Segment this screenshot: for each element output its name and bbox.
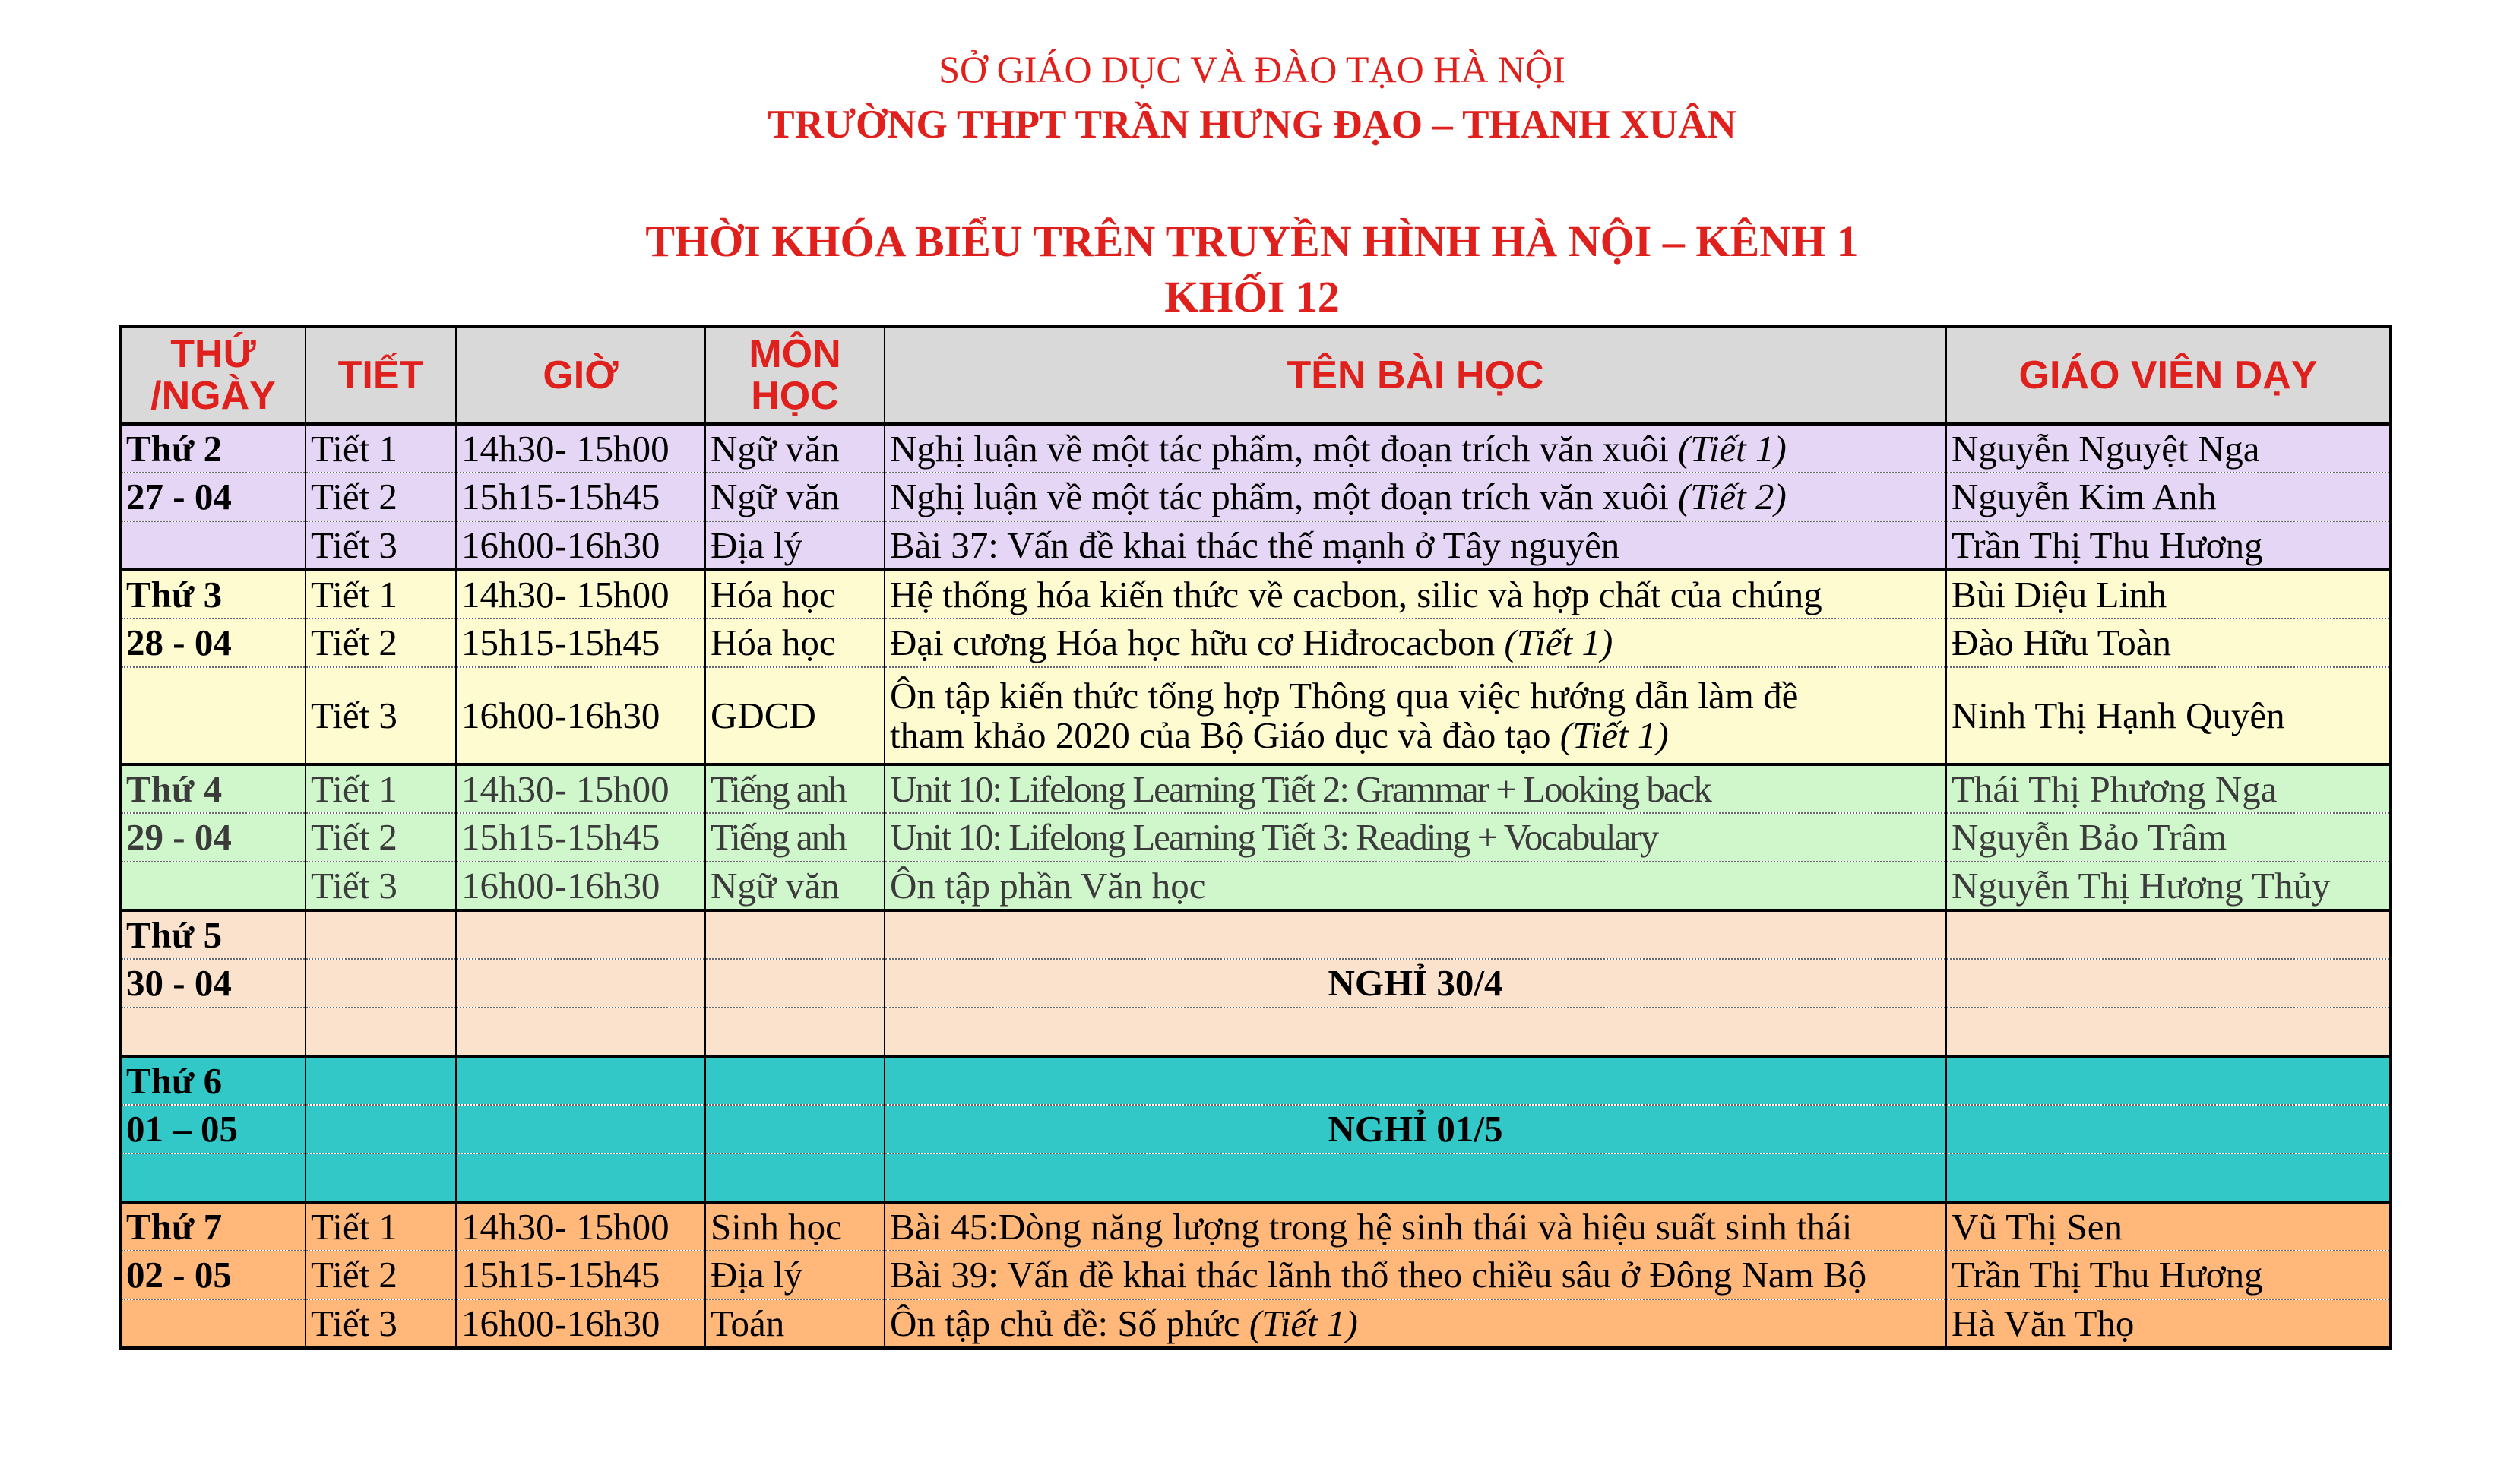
teacher-cell: Trần Thị Thu Hương xyxy=(1946,1251,2391,1299)
table-row xyxy=(120,1251,2391,1299)
date-cell: 27 - 04 xyxy=(120,473,305,521)
period-cell: Tiết 3 xyxy=(305,862,456,910)
period-cell: Tiết 1 xyxy=(305,424,456,473)
period-cell: Tiết 1 xyxy=(305,764,456,813)
subject-cell: Sinh học xyxy=(705,1202,885,1251)
subject-cell: Địa lý xyxy=(705,521,885,570)
timetable-title: THỜI KHÓA BIỂU TRÊN TRUYỀN HÌNH HÀ NỘI – KÊNH 1 xyxy=(645,217,1859,266)
period-cell: Tiết 2 xyxy=(305,473,456,521)
day-cell-empty xyxy=(120,521,305,570)
table-row xyxy=(120,473,2391,521)
teacher-cell: Vũ Thị Sen xyxy=(1946,1202,2391,1251)
period-cell: Tiết 2 xyxy=(305,1251,456,1299)
col-lesson-header: TÊN BÀI HỌC xyxy=(885,327,1946,424)
period-cell: Tiết 3 xyxy=(305,667,456,764)
subject-cell: Ngữ văn xyxy=(705,473,885,521)
subject-cell: Toán xyxy=(705,1299,885,1348)
day-cell-empty xyxy=(120,667,305,764)
lesson-cell: Đại cương Hóa học hữu cơ Hiđrocacbon (Tiết 1) xyxy=(885,619,1946,667)
holiday-label: NGHỈ 30/4 xyxy=(885,959,1946,1008)
time-cell: 14h30- 15h00 xyxy=(456,424,705,473)
time-cell: 16h00-16h30 xyxy=(456,667,705,764)
col-day-header: THỨ /NGÀY xyxy=(120,327,305,424)
day-cell-empty xyxy=(120,1299,305,1348)
period-cell: Tiết 3 xyxy=(305,1299,456,1348)
table-row xyxy=(120,619,2391,667)
teacher-cell: Hà Văn Thọ xyxy=(1946,1299,2391,1348)
table-row xyxy=(120,910,2391,959)
table-row xyxy=(120,521,2391,570)
teacher-cell: Bùi Diệu Linh xyxy=(1946,570,2391,619)
date-cell: 01 – 05 xyxy=(120,1105,305,1153)
time-cell: 16h00-16h30 xyxy=(456,1299,705,1348)
period-cell: Tiết 1 xyxy=(305,1202,456,1251)
lesson-cell: Bài 45:Dòng năng lượng trong hệ sinh thái và hiệu suất sinh thái xyxy=(885,1202,1946,1251)
table-row xyxy=(120,764,2391,813)
teacher-cell: Nguyễn Bảo Trâm xyxy=(1946,813,2391,862)
date-cell: 02 - 05 xyxy=(120,1251,305,1299)
timetable xyxy=(119,325,2392,1350)
subject-cell: Hóa học xyxy=(705,570,885,619)
time-cell: 16h00-16h30 xyxy=(456,521,705,570)
time-cell: 14h30- 15h00 xyxy=(456,1202,705,1251)
lesson-cell: Nghị luận về một tác phẩm, một đoạn trích văn xuôi (Tiết 1) xyxy=(885,424,1946,473)
teacher-cell: Nguyễn Nguyệt Nga xyxy=(1946,424,2391,473)
table-row xyxy=(120,1299,2391,1348)
table-row xyxy=(120,667,2391,764)
teacher-cell: Ninh Thị Hạnh Quyên xyxy=(1946,667,2391,764)
lesson-cell: Hệ thống hóa kiến thức về cacbon, silic và hợp chất của chúng xyxy=(885,570,1946,619)
col-time-header: GIỜ xyxy=(456,327,705,424)
day-cell: Thứ 2 xyxy=(120,424,305,473)
col-subject-header: MÔN HỌC xyxy=(705,327,885,424)
teacher-cell: Thái Thị Phương Nga xyxy=(1946,764,2391,813)
lesson-cell: Ôn tập phần Văn học xyxy=(885,862,1946,910)
table-row xyxy=(120,959,2391,1008)
subject-cell: Tiếng anh xyxy=(705,764,885,813)
date-cell: 29 - 04 xyxy=(120,813,305,862)
table-row xyxy=(120,1056,2391,1105)
date-cell: 30 - 04 xyxy=(120,959,305,1008)
school-heading: TRƯỜNG THPT TRẦN HƯNG ĐẠO – THANH XUÂN xyxy=(768,103,1736,147)
subject-cell: Tiếng anh xyxy=(705,813,885,862)
teacher-cell: Nguyễn Kim Anh xyxy=(1946,473,2391,521)
lesson-cell: Nghị luận về một tác phẩm, một đoạn trích văn xuôi (Tiết 2) xyxy=(885,473,1946,521)
period-cell: Tiết 1 xyxy=(305,570,456,619)
day-cell: Thứ 6 xyxy=(120,1056,305,1105)
table-row xyxy=(120,570,2391,619)
day-cell: Thứ 7 xyxy=(120,1202,305,1251)
date-cell: 28 - 04 xyxy=(120,619,305,667)
teacher-cell: Đào Hữu Toàn xyxy=(1946,619,2391,667)
table-row xyxy=(120,1105,2391,1153)
time-cell: 14h30- 15h00 xyxy=(456,570,705,619)
table-row xyxy=(120,1202,2391,1251)
period-cell: Tiết 3 xyxy=(305,521,456,570)
lesson-cell: Unit 10: Lifelong Learning Tiết 2: Grammar + Looking back xyxy=(885,764,1946,813)
subject-cell: Hóa học xyxy=(705,619,885,667)
teacher-cell: Nguyễn Thị Hương Thủy xyxy=(1946,862,2391,910)
day-cell-empty xyxy=(120,862,305,910)
lesson-cell: Bài 39: Vấn đề khai thác lãnh thổ theo chiều sâu ở Đông Nam Bộ xyxy=(885,1251,1946,1299)
col-period-header: TIẾT xyxy=(305,327,456,424)
time-cell: 15h15-15h45 xyxy=(456,473,705,521)
period-cell: Tiết 2 xyxy=(305,813,456,862)
lesson-cell: Ôn tập kiến thức tổng hợp Thông qua việc hướng dẫn làm đề tham khảo 2020 của Bộ Giáo dục và đào tạo (Tiết 1) xyxy=(885,667,1946,764)
subject-cell: GDCD xyxy=(705,667,885,764)
holiday-label: NGHỈ 01/5 xyxy=(885,1105,1946,1153)
time-cell: 15h15-15h45 xyxy=(456,619,705,667)
header-row xyxy=(120,327,2391,424)
table-row xyxy=(120,813,2391,862)
subject-cell: Địa lý xyxy=(705,1251,885,1299)
grade-heading: KHỐI 12 xyxy=(1164,272,1340,321)
time-cell: 16h00-16h30 xyxy=(456,862,705,910)
lesson-cell: Bài 37: Vấn đề khai thác thế mạnh ở Tây nguyên xyxy=(885,521,1946,570)
day-cell: Thứ 3 xyxy=(120,570,305,619)
time-cell: 15h15-15h45 xyxy=(456,1251,705,1299)
table-row xyxy=(120,1153,2391,1202)
time-cell: 15h15-15h45 xyxy=(456,813,705,862)
day-cell: Thứ 5 xyxy=(120,910,305,959)
table-row xyxy=(120,862,2391,910)
day-cell: Thứ 4 xyxy=(120,764,305,813)
col-teacher-header: GIÁO VIÊN DẠY xyxy=(1946,327,2391,424)
lesson-cell: Ôn tập chủ đề: Số phức (Tiết 1) xyxy=(885,1299,1946,1348)
table-row xyxy=(120,424,2391,473)
subject-cell: Ngữ văn xyxy=(705,424,885,473)
teacher-cell: Trần Thị Thu Hương xyxy=(1946,521,2391,570)
department-heading: SỞ GIÁO DỤC VÀ ĐÀO TẠO HÀ NỘI xyxy=(939,48,1565,90)
table-row xyxy=(120,1008,2391,1056)
period-cell: Tiết 2 xyxy=(305,619,456,667)
subject-cell: Ngữ văn xyxy=(705,862,885,910)
lesson-cell: Unit 10: Lifelong Learning Tiết 3: Reading + Vocabulary xyxy=(885,813,1946,862)
time-cell: 14h30- 15h00 xyxy=(456,764,705,813)
